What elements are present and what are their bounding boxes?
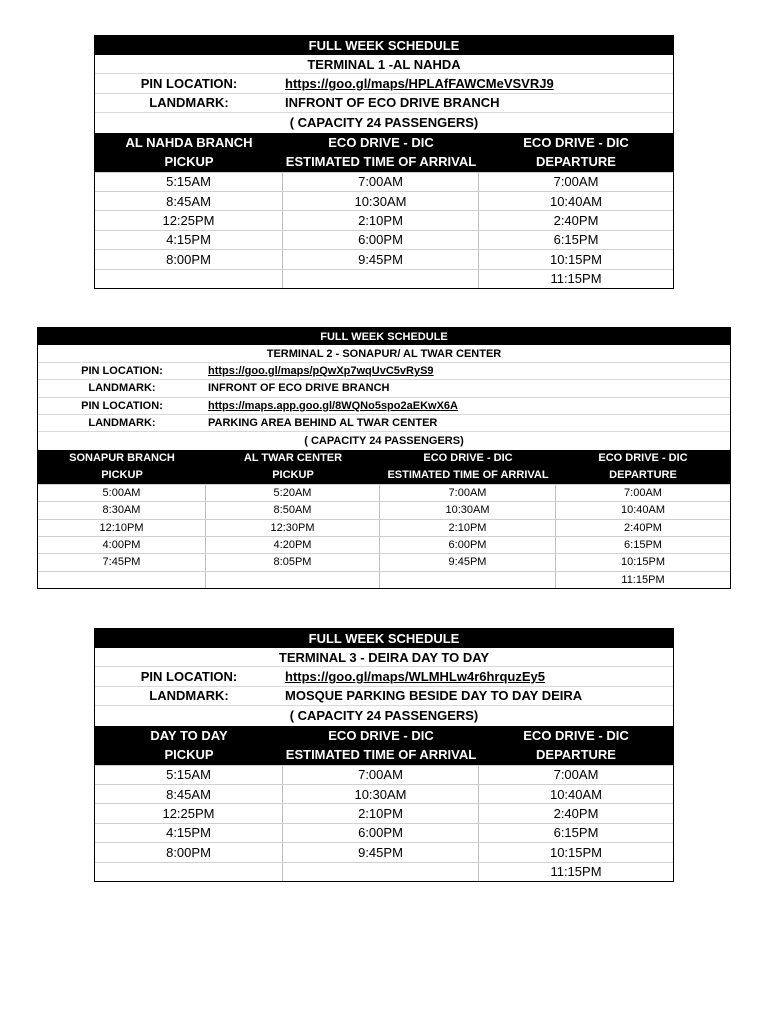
pin-location-link[interactable]: https://goo.gl/maps/pQwXp7wqUvC5vRyS9 [208, 364, 434, 377]
cell: 5:15AM [95, 766, 283, 784]
header-col-4: ECO DRIVE - DIC DEPARTURE [598, 451, 688, 481]
pin-location-label: PIN LOCATION: [140, 76, 238, 92]
cell: 10:30AM [283, 785, 479, 803]
table-row [38, 536, 730, 553]
cell: 4:15PM [95, 824, 283, 842]
cell [95, 863, 283, 881]
cell: 8:45AM [95, 785, 283, 803]
table-row [38, 571, 730, 588]
table-row [38, 519, 730, 536]
cell: 7:00AM [553, 174, 599, 190]
cell: 4:15PM [95, 231, 283, 249]
pin-location-row [95, 74, 673, 93]
cell: 2:40PM [624, 521, 662, 534]
landmark-value: INFRONT OF ECO DRIVE BRANCH [208, 382, 390, 395]
cell: 10:15PM [620, 556, 666, 569]
header-col-3: ECO DRIVE - DIC DEPARTURE [523, 135, 629, 170]
cell: 7:00AM [624, 486, 662, 499]
header-col-1: AL NAHDA BRANCH PICKUP [125, 135, 253, 170]
cell: 8:50AM [206, 502, 380, 518]
table-row [95, 823, 673, 842]
cell: 2:40PM [553, 213, 599, 229]
header-col-3: ECO DRIVE - DIC DEPARTURE [523, 728, 629, 763]
table-row [95, 230, 673, 249]
cell [283, 270, 479, 288]
cell: 10:40AM [620, 504, 666, 517]
table-row [38, 484, 730, 501]
table-row [38, 501, 730, 518]
table-row [95, 249, 673, 268]
cell: 7:45PM [38, 554, 206, 570]
schedule-terminal-1 [94, 35, 674, 289]
cell: 10:15PM [549, 251, 603, 267]
cell: 11:15PM [621, 573, 665, 586]
table-row [95, 803, 673, 822]
landmark-label: LANDMARK: [149, 95, 229, 111]
cell: 11:15PM [550, 864, 602, 880]
cell: 7:00AM [283, 173, 479, 191]
cell: 10:15PM [549, 844, 603, 860]
pin-location-label: PIN LOCATION: [81, 399, 163, 412]
cell: 5:00AM [38, 485, 206, 501]
pin-location-link[interactable]: https://goo.gl/maps/HPLAfFAWCMeVSVRJ9 [285, 76, 554, 92]
table-row [95, 210, 673, 229]
landmark-row-2 [38, 415, 730, 432]
landmark-label: LANDMARK: [149, 688, 229, 704]
cell: 10:40AM [549, 786, 603, 802]
cell: 4:20PM [206, 537, 380, 553]
cell: 6:15PM [553, 232, 599, 248]
capacity-note: ( CAPACITY 24 PASSENGERS) [289, 708, 479, 724]
cell: 6:00PM [283, 824, 479, 842]
cell: 2:10PM [380, 520, 556, 536]
cell: 2:10PM [283, 804, 479, 822]
cell: 6:00PM [380, 537, 556, 553]
cell: 10:30AM [283, 192, 479, 210]
schedule-title: FULL WEEK SCHEDULE [95, 629, 673, 648]
header-col-1: DAY TO DAY PICKUP [150, 728, 228, 763]
table-row [95, 842, 673, 861]
capacity-note: ( CAPACITY 24 PASSENGERS) [289, 115, 479, 131]
cell: 5:15AM [95, 173, 283, 191]
cell: 6:15PM [624, 539, 662, 552]
schedule-terminal-3 [94, 628, 674, 882]
cell: 2:10PM [283, 211, 479, 229]
pin-location-row-2 [38, 398, 730, 415]
cell [380, 572, 556, 588]
cell: 8:05PM [206, 554, 380, 570]
cell [38, 572, 206, 588]
table-header [38, 450, 730, 484]
capacity-note: ( CAPACITY 24 PASSENGERS) [304, 435, 464, 448]
pin-location-label: PIN LOCATION: [81, 364, 163, 377]
cell: 6:15PM [553, 825, 599, 841]
cell: 2:40PM [553, 806, 599, 822]
pin-location-row [95, 667, 673, 686]
cell: 11:15PM [550, 271, 602, 287]
terminal-name: TERMINAL 3 - DEIRA DAY TO DAY [95, 648, 673, 667]
landmark-row [95, 687, 673, 706]
cell: 9:45PM [283, 250, 479, 268]
cell: 8:30AM [38, 502, 206, 518]
table-row [95, 269, 673, 288]
landmark-value: MOSQUE PARKING BESIDE DAY TO DAY DEIRA [285, 688, 583, 704]
schedule-terminal-2 [37, 327, 731, 589]
cell: 12:25PM [95, 804, 283, 822]
table-row [95, 172, 673, 191]
landmark-value: INFRONT OF ECO DRIVE BRANCH [285, 95, 500, 111]
header-col-3: ECO DRIVE - DIC ESTIMATED TIME OF ARRIVAL [387, 451, 549, 481]
cell: 8:00PM [95, 250, 283, 268]
cell [283, 863, 479, 881]
table-row [95, 191, 673, 210]
landmark-label: LANDMARK: [88, 382, 156, 395]
terminal-name: TERMINAL 1 -AL NAHDA [95, 55, 673, 74]
cell: 12:25PM [95, 211, 283, 229]
landmark-label: LANDMARK: [88, 417, 156, 430]
header-col-2: AL TWAR CENTER PICKUP [243, 451, 343, 481]
table-header [95, 726, 673, 765]
landmark-row [38, 380, 730, 397]
table-row [95, 784, 673, 803]
cell: 12:10PM [38, 520, 206, 536]
cell: 10:30AM [380, 502, 556, 518]
cell [95, 270, 283, 288]
header-col-2: ECO DRIVE - DIC ESTIMATED TIME OF ARRIVAL [285, 728, 477, 763]
cell: 9:45PM [283, 843, 479, 861]
cell: 10:40AM [549, 193, 603, 209]
schedule-title: FULL WEEK SCHEDULE [95, 36, 673, 55]
header-col-2: ECO DRIVE - DIC ESTIMATED TIME OF ARRIVAL [285, 135, 477, 170]
cell: 5:20AM [206, 485, 380, 501]
pin-location-link[interactable]: https://goo.gl/maps/WLMHLw4r6hrquzEy5 [285, 669, 546, 685]
landmark-value: PARKING AREA BEHIND AL TWAR CENTER [208, 417, 438, 430]
table-row [95, 862, 673, 881]
pin-location-link-2[interactable]: https://maps.app.goo.gl/8WQNo5spo2aEKwX6A [208, 399, 458, 412]
cell: 7:00AM [283, 766, 479, 784]
schedule-title: FULL WEEK SCHEDULE [38, 328, 730, 345]
cell: 7:00AM [380, 485, 556, 501]
table-header [95, 133, 673, 172]
cell: 8:00PM [95, 843, 283, 861]
cell: 12:30PM [206, 520, 380, 536]
cell: 4:00PM [38, 537, 206, 553]
pin-location-row [38, 363, 730, 380]
header-col-1: SONAPUR BRANCH PICKUP [69, 451, 175, 481]
table-row [38, 553, 730, 570]
landmark-row [95, 94, 673, 113]
cell: 9:45PM [380, 554, 556, 570]
table-row [95, 765, 673, 784]
cell [206, 572, 380, 588]
cell: 7:00AM [553, 767, 599, 783]
cell: 8:45AM [95, 192, 283, 210]
pin-location-label: PIN LOCATION: [140, 669, 238, 685]
cell: 6:00PM [283, 231, 479, 249]
terminal-name: TERMINAL 2 - SONAPUR/ AL TWAR CENTER [38, 345, 730, 362]
